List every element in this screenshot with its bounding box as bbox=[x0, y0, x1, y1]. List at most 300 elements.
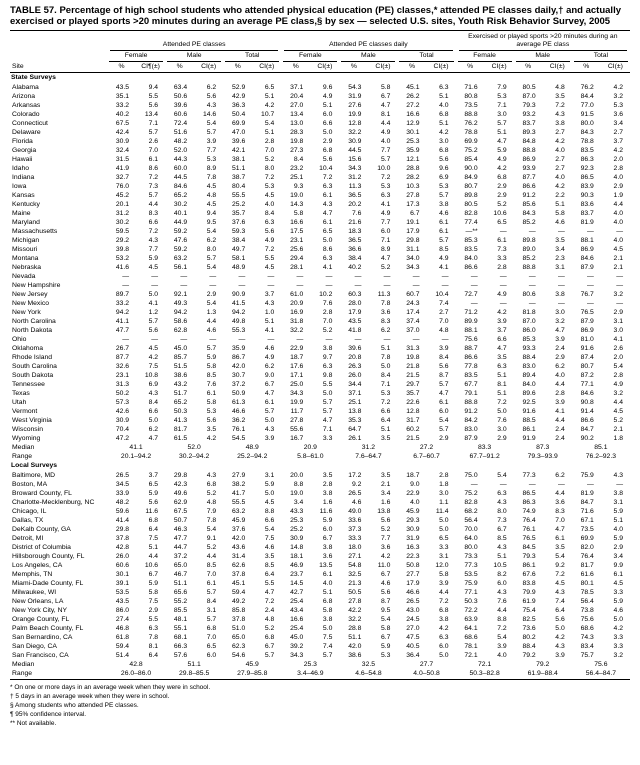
value-cell: 5.2 bbox=[322, 327, 333, 334]
value-cell: 89.7 bbox=[115, 291, 130, 298]
value-cell: 84.4 bbox=[580, 93, 594, 100]
value-cell: 84.6 bbox=[580, 255, 594, 262]
site-cell: Charlotte-Mecklenburg, NC bbox=[12, 499, 95, 506]
value-cell: 60.7 bbox=[406, 291, 420, 298]
value-cell: 60.2 bbox=[406, 426, 420, 433]
table-row bbox=[10, 407, 630, 416]
value-cell: 86.1 bbox=[522, 426, 536, 433]
value-cell: 7.0 bbox=[264, 147, 275, 154]
value-cell: 7.5 bbox=[148, 535, 159, 542]
value-cell: 7.1 bbox=[497, 102, 507, 109]
value-cell: 6.1 bbox=[322, 192, 333, 199]
value-cell: 6.1 bbox=[322, 571, 333, 578]
table-row bbox=[10, 137, 630, 146]
value-cell: 9.9 bbox=[613, 562, 623, 569]
value-cell: 2.9 bbox=[613, 309, 623, 316]
value-cell: 6.4 bbox=[555, 607, 565, 614]
value-cell: 2.1 bbox=[613, 264, 623, 271]
site-cell: Kansas bbox=[12, 192, 35, 199]
value-cell: 51.1 bbox=[232, 165, 246, 172]
site-cell: Florida bbox=[12, 138, 33, 145]
value-cell: 2.0 bbox=[613, 156, 623, 163]
value-cell: 8.3 bbox=[148, 210, 159, 217]
value-cell: 47.2 bbox=[115, 435, 130, 442]
value-cell: 42.7 bbox=[290, 589, 304, 596]
value-cell: 5.9 bbox=[148, 490, 159, 497]
value-cell: 71.2 bbox=[464, 309, 478, 316]
value-cell: 38.2 bbox=[232, 481, 246, 488]
value-cell: 7.2 bbox=[264, 598, 275, 605]
value-cell: 8.4 bbox=[381, 372, 391, 379]
value-cell: — bbox=[587, 282, 594, 289]
value-cell: 29.3 bbox=[406, 517, 420, 524]
site-cell: Detroit, MI bbox=[12, 535, 44, 542]
value-cell: 49.6 bbox=[173, 490, 188, 497]
value-cell: 5.1 bbox=[322, 102, 333, 109]
value-cell: 87.2 bbox=[580, 372, 594, 379]
value-cell: 75.2 bbox=[464, 490, 478, 497]
value-cell: 2.1 bbox=[381, 481, 391, 488]
value-cell: — bbox=[151, 273, 159, 280]
value-cell: 2.9 bbox=[613, 183, 623, 190]
value-cell: 88.1 bbox=[464, 327, 478, 334]
value-cell: 4.2 bbox=[148, 354, 159, 361]
value-cell: 67.5 bbox=[115, 120, 130, 127]
value-cell: 39.1 bbox=[115, 580, 130, 587]
footnote: ¶ 95% confidence interval. bbox=[10, 711, 87, 718]
value-cell: 31.2 bbox=[348, 174, 362, 181]
value-cell: 30.9 bbox=[290, 535, 304, 542]
table-row bbox=[10, 164, 630, 173]
value-cell: 18.0 bbox=[348, 544, 362, 551]
value-cell: 48.9 bbox=[232, 264, 246, 271]
value-cell: 51.5 bbox=[173, 363, 188, 370]
value-cell: 4.3 bbox=[555, 643, 565, 650]
value-cell: 2.7 bbox=[555, 129, 565, 136]
value-cell: 5.6 bbox=[148, 102, 159, 109]
value-cell: 8.4 bbox=[439, 354, 449, 361]
value-cell: 89.8 bbox=[464, 192, 478, 199]
value-cell: 4.4 bbox=[439, 589, 449, 596]
value-cell: 7.7 bbox=[206, 147, 217, 154]
value-cell: 42.4 bbox=[115, 129, 130, 136]
value-cell: 25.2 bbox=[290, 526, 304, 533]
site-cell: Milwaukee, WI bbox=[12, 589, 57, 596]
site-cell: South Dakota bbox=[12, 372, 54, 379]
value-cell: 11.6 bbox=[319, 508, 333, 515]
value-cell: 10.6 bbox=[493, 210, 507, 217]
value-cell: 88.5 bbox=[522, 417, 536, 424]
value-cell: 25.1 bbox=[348, 399, 362, 406]
value-cell: 4.7 bbox=[497, 138, 507, 145]
value-cell: 9.2 bbox=[555, 562, 565, 569]
value-cell: 10.7 bbox=[261, 111, 275, 118]
value-cell: 50.7 bbox=[173, 517, 188, 524]
value-cell: 2.4 bbox=[555, 435, 565, 442]
value-cell: 29.8 bbox=[406, 237, 420, 244]
value-cell: 4.6 bbox=[206, 327, 217, 334]
value-cell: 75.7 bbox=[580, 652, 594, 659]
value-cell: 76.2 bbox=[464, 120, 478, 127]
value-cell: 4.1 bbox=[322, 264, 333, 271]
value-cell: 5.7 bbox=[322, 652, 333, 659]
value-cell: 3.1 bbox=[264, 472, 275, 479]
table-row bbox=[10, 92, 630, 101]
value-cell: 49.3 bbox=[173, 300, 188, 307]
range-cell: 25.2–94.2 bbox=[237, 453, 268, 460]
value-cell: 6.2 bbox=[555, 363, 565, 370]
value-cell: 4.1 bbox=[555, 408, 565, 415]
table-row bbox=[10, 552, 630, 561]
value-cell: 4.4 bbox=[206, 553, 217, 560]
value-cell: — bbox=[180, 282, 188, 289]
value-cell: 5.2 bbox=[264, 625, 275, 632]
value-cell: 63.4 bbox=[173, 84, 188, 91]
value-cell: 75.6 bbox=[580, 616, 594, 623]
value-cell: 51.7 bbox=[173, 390, 188, 397]
value-cell: 7.1 bbox=[381, 237, 391, 244]
value-cell: 4.9 bbox=[497, 156, 507, 163]
table-row bbox=[10, 606, 630, 615]
value-cell: 35.1 bbox=[115, 93, 130, 100]
value-cell: 32.6 bbox=[115, 363, 130, 370]
ci-header: CI(±) bbox=[543, 62, 572, 73]
value-cell: 74.9 bbox=[522, 508, 536, 515]
value-cell: 10.8 bbox=[144, 372, 159, 379]
value-cell: — bbox=[499, 282, 507, 289]
value-cell: 83.7 bbox=[522, 120, 536, 127]
value-cell: 6.7 bbox=[381, 93, 391, 100]
value-cell: — bbox=[209, 273, 217, 280]
value-cell: 76.7 bbox=[580, 291, 594, 298]
value-cell: 36.5 bbox=[348, 192, 362, 199]
value-cell: 32.2 bbox=[348, 129, 362, 136]
value-cell: 61.9 bbox=[522, 598, 536, 605]
value-cell: 88.7 bbox=[464, 345, 478, 352]
value-cell: 85.5 bbox=[173, 607, 188, 614]
value-cell: 30.1 bbox=[406, 129, 420, 136]
table-row bbox=[10, 380, 630, 389]
value-cell: 69.9 bbox=[580, 535, 594, 542]
value-cell: 3.7 bbox=[613, 138, 623, 145]
value-cell: 34.3 bbox=[348, 165, 362, 172]
value-cell: 51.4 bbox=[115, 652, 130, 659]
value-cell: 3.9 bbox=[555, 336, 565, 343]
value-cell: 50.4 bbox=[232, 111, 246, 118]
value-cell: 67.5 bbox=[173, 508, 188, 515]
table-row bbox=[10, 263, 630, 272]
value-cell: — bbox=[587, 228, 594, 235]
value-cell: 4.3 bbox=[555, 111, 565, 118]
value-cell: 53.5 bbox=[115, 589, 130, 596]
value-cell: 6.1 bbox=[206, 580, 217, 587]
percent-header: % bbox=[107, 62, 136, 73]
range-cell: 4.6–54.8 bbox=[339, 669, 397, 680]
table-row bbox=[10, 155, 630, 164]
table-header bbox=[10, 31, 630, 73]
value-cell: 62.6 bbox=[232, 562, 246, 569]
value-cell: 13.4 bbox=[290, 111, 304, 118]
value-cell: 86.9 bbox=[580, 327, 594, 334]
value-cell: 5.3 bbox=[264, 183, 275, 190]
site-cell: San Bernardino, CA bbox=[12, 634, 73, 641]
value-cell: 4.9 bbox=[264, 237, 275, 244]
value-cell: 80.6 bbox=[522, 291, 536, 298]
range-cell: 67.7–91.2 bbox=[469, 453, 500, 460]
value-cell: 3.9 bbox=[264, 435, 275, 442]
table-row bbox=[10, 489, 630, 498]
value-cell: 82.8 bbox=[464, 499, 478, 506]
range-label: Range bbox=[12, 453, 33, 460]
value-cell: 13.8 bbox=[348, 408, 362, 415]
value-cell: 4.5 bbox=[206, 201, 217, 208]
value-cell: 9.3 bbox=[293, 183, 304, 190]
value-cell: 50.6 bbox=[173, 93, 188, 100]
value-cell: 12.8 bbox=[406, 408, 420, 415]
value-cell: 2.9 bbox=[497, 192, 507, 199]
range-cell: 20.1–94.2 bbox=[120, 453, 152, 460]
value-cell: 1.6 bbox=[381, 499, 391, 506]
value-cell: 33.3 bbox=[348, 535, 362, 542]
value-cell: 25.6 bbox=[290, 246, 304, 253]
value-cell: 83.5 bbox=[464, 246, 478, 253]
table-row bbox=[10, 317, 630, 326]
value-cell: 4.6 bbox=[613, 607, 623, 614]
value-cell: 76.5 bbox=[580, 309, 594, 316]
value-cell: 91.5 bbox=[580, 111, 594, 118]
value-cell: 45.1 bbox=[232, 580, 246, 587]
value-cell: 5.7 bbox=[439, 426, 449, 433]
value-cell: 6.2 bbox=[381, 327, 391, 334]
value-cell: 31.9 bbox=[406, 535, 420, 542]
value-cell: 67.1 bbox=[580, 517, 594, 524]
section-row bbox=[10, 73, 630, 84]
value-cell: 52.9 bbox=[232, 84, 246, 91]
value-cell: 4.3 bbox=[322, 201, 333, 208]
table-row bbox=[10, 128, 630, 137]
value-cell: 65.2 bbox=[173, 192, 188, 199]
median-cell: 25.3 bbox=[303, 661, 317, 668]
value-cell: 5.7 bbox=[206, 589, 217, 596]
value-cell: 46.3 bbox=[173, 526, 188, 533]
value-cell: 6.5 bbox=[322, 228, 333, 235]
value-cell: 46.7 bbox=[173, 571, 188, 578]
value-cell: 18.1 bbox=[290, 553, 304, 560]
value-cell: 83.0 bbox=[522, 363, 536, 370]
value-cell: 7.2 bbox=[381, 399, 391, 406]
value-cell: 5.4 bbox=[206, 120, 217, 127]
sex-header-row bbox=[10, 51, 630, 62]
value-cell: 4.8 bbox=[555, 84, 565, 91]
value-cell: 93.2 bbox=[522, 111, 536, 118]
value-cell: 81.9 bbox=[580, 219, 594, 226]
value-cell: 41.6 bbox=[115, 264, 130, 271]
value-cell: 82.5 bbox=[522, 616, 536, 623]
value-cell: 1.6 bbox=[322, 499, 333, 506]
value-cell: 90.3 bbox=[580, 192, 594, 199]
value-cell: 80.7 bbox=[464, 183, 478, 190]
site-cell: North Carolina bbox=[12, 318, 56, 325]
value-cell: 23.2 bbox=[290, 165, 304, 172]
table-row bbox=[10, 119, 630, 128]
value-cell: 21.8 bbox=[406, 363, 420, 370]
value-cell: 10.4 bbox=[319, 165, 333, 172]
range-cell: 6.7–60.7 bbox=[413, 453, 440, 460]
value-cell: 31.3 bbox=[406, 345, 420, 352]
value-cell: 8.3 bbox=[381, 318, 391, 325]
value-cell: 6.2 bbox=[148, 426, 159, 433]
value-cell: 86.3 bbox=[580, 156, 594, 163]
site-cell: Dallas, TX bbox=[12, 517, 44, 524]
value-cell: 6.1 bbox=[555, 535, 565, 542]
median-cell: 48.9 bbox=[245, 444, 259, 451]
value-cell: 84.3 bbox=[580, 129, 594, 136]
value-cell: 4.2 bbox=[264, 102, 275, 109]
value-cell: 6.8 bbox=[322, 147, 333, 154]
value-cell: 4.2 bbox=[439, 129, 449, 136]
value-cell: 2.4 bbox=[555, 426, 565, 433]
value-cell: 3.5 bbox=[555, 237, 565, 244]
value-cell: 3.4 bbox=[555, 246, 565, 253]
value-cell: 18.3 bbox=[348, 228, 362, 235]
value-cell: 72.7 bbox=[464, 291, 478, 298]
value-cell: 5.5 bbox=[264, 580, 275, 587]
value-cell: 6.9 bbox=[439, 174, 449, 181]
value-cell: — bbox=[528, 282, 536, 289]
value-cell: 7.5 bbox=[148, 363, 159, 370]
value-cell: 4.8 bbox=[264, 616, 275, 623]
site-cell: New Hampshire bbox=[12, 282, 61, 289]
table-row bbox=[10, 245, 630, 254]
value-cell: 5.4 bbox=[439, 417, 449, 424]
value-cell: — bbox=[122, 336, 130, 343]
value-cell: 44.3 bbox=[173, 156, 188, 163]
site-cell: Massachusetts bbox=[12, 228, 58, 235]
value-cell: 4.0 bbox=[497, 652, 507, 659]
header-spacer bbox=[10, 31, 107, 52]
value-cell: 4.2 bbox=[555, 138, 565, 145]
value-cell: 30.2 bbox=[173, 201, 188, 208]
value-cell: 4.5 bbox=[555, 580, 565, 587]
value-cell: 93.3 bbox=[522, 345, 536, 352]
site-cell: Orange County, FL bbox=[12, 616, 70, 623]
value-cell: — bbox=[354, 273, 362, 280]
value-cell: 27.8 bbox=[348, 598, 362, 605]
site-cell: Los Angeles, CA bbox=[12, 562, 63, 569]
value-cell: 10.3 bbox=[406, 183, 420, 190]
value-cell: 55.1 bbox=[173, 625, 188, 632]
value-cell: 63.9 bbox=[464, 616, 478, 623]
value-cell: 19.8 bbox=[406, 354, 420, 361]
value-cell: 8.5 bbox=[439, 246, 449, 253]
value-cell: 10.4 bbox=[435, 291, 449, 298]
value-cell: 81.7 bbox=[580, 562, 594, 569]
value-cell: 81.0 bbox=[580, 336, 594, 343]
value-cell: 66.3 bbox=[173, 643, 188, 650]
value-cell: 28.8 bbox=[348, 625, 362, 632]
value-cell: 8.1 bbox=[497, 381, 507, 388]
table-row bbox=[10, 101, 630, 110]
value-cell: 3.8 bbox=[555, 120, 565, 127]
median-cell: 51.1 bbox=[187, 661, 201, 668]
value-cell: — bbox=[354, 282, 362, 289]
value-cell: — bbox=[499, 481, 507, 488]
value-cell: 12.8 bbox=[348, 120, 362, 127]
value-cell: 5.8 bbox=[206, 399, 217, 406]
value-cell: 4.4 bbox=[381, 120, 391, 127]
value-cell: 72.1 bbox=[464, 652, 478, 659]
value-cell: 9.7 bbox=[322, 354, 333, 361]
value-cell: 90.8 bbox=[580, 399, 594, 406]
value-cell: 60.6 bbox=[115, 562, 130, 569]
value-cell: 5.6 bbox=[322, 156, 333, 163]
value-cell: 36.3 bbox=[232, 102, 246, 109]
value-cell: 2.8 bbox=[613, 165, 623, 172]
value-cell: 69.9 bbox=[464, 138, 478, 145]
value-cell: 7.1 bbox=[148, 120, 159, 127]
value-cell: 22.6 bbox=[406, 399, 420, 406]
value-cell: 9.0 bbox=[410, 481, 420, 488]
value-cell: 8.0 bbox=[264, 165, 275, 172]
header-spacer bbox=[10, 51, 107, 62]
value-cell: 49.7 bbox=[232, 246, 246, 253]
value-cell: 28.3 bbox=[290, 129, 304, 136]
value-cell: 59.5 bbox=[115, 228, 130, 235]
value-cell: 11.4 bbox=[435, 508, 449, 515]
value-cell: — bbox=[470, 273, 478, 280]
value-cell: 51.1 bbox=[173, 580, 188, 587]
value-cell: 4.1 bbox=[613, 336, 623, 343]
range-cell: 4.0–50.8 bbox=[397, 669, 455, 680]
value-cell: 59.4 bbox=[232, 589, 246, 596]
value-cell: 5.1 bbox=[381, 345, 391, 352]
value-cell: 5.9 bbox=[206, 354, 217, 361]
value-cell: 3.2 bbox=[613, 390, 623, 397]
value-cell: 5.6 bbox=[439, 156, 449, 163]
site-cell: Indiana bbox=[12, 174, 35, 181]
measure-header-row bbox=[10, 62, 630, 73]
value-cell: 6.5 bbox=[148, 481, 159, 488]
value-cell: 5.5 bbox=[148, 616, 159, 623]
value-cell: 76.1 bbox=[522, 526, 536, 533]
median-cell: 31.2 bbox=[361, 444, 376, 451]
value-cell: 3.1 bbox=[613, 318, 623, 325]
value-cell: 39.6 bbox=[348, 345, 362, 352]
value-cell: 45.1 bbox=[406, 84, 420, 91]
value-cell: 7.6 bbox=[322, 300, 333, 307]
value-cell: 2.8 bbox=[555, 390, 565, 397]
value-cell: 55.5 bbox=[232, 192, 246, 199]
site-cell: Memphis, TN bbox=[12, 571, 53, 578]
value-cell: 86.5 bbox=[522, 490, 536, 497]
value-cell: 44.9 bbox=[173, 219, 188, 226]
value-cell: 71.6 bbox=[580, 508, 594, 515]
value-cell: 40.2 bbox=[348, 264, 362, 271]
value-cell: 31.5 bbox=[115, 156, 130, 163]
value-cell: 8.5 bbox=[497, 535, 507, 542]
value-cell: 4.2 bbox=[206, 435, 217, 442]
value-cell: 25.0 bbox=[290, 381, 304, 388]
value-cell: 27.4 bbox=[115, 616, 130, 623]
median-label: Median bbox=[12, 444, 35, 451]
value-cell: 91.2 bbox=[522, 192, 536, 199]
value-cell: 2.9 bbox=[439, 435, 449, 442]
value-cell: 2.7 bbox=[555, 156, 565, 163]
value-cell: 12.9 bbox=[406, 120, 420, 127]
value-cell: 5.2 bbox=[381, 264, 391, 271]
section-label: Local Surveys bbox=[11, 462, 58, 469]
value-cell: 47.5 bbox=[406, 634, 420, 641]
